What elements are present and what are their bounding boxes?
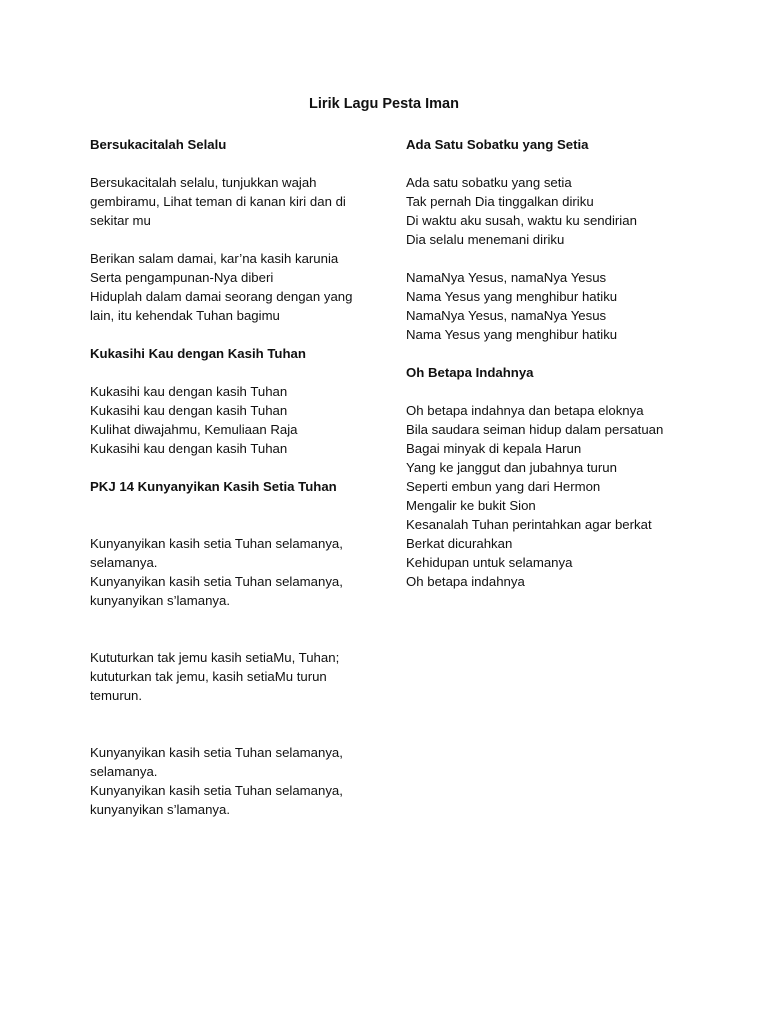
left-column — [90, 135, 380, 819]
lyric-line: Bila saudara seiman hidup dalam persatuan — [406, 422, 664, 437]
lyric-line: Mengalir ke bukit Sion — [406, 498, 536, 513]
lyric-line: temurun. — [90, 688, 143, 703]
song-heading-pkj14: PKJ 14 Kunyanyikan Kasih Setia Tuhan — [90, 479, 337, 494]
song-verse — [90, 173, 380, 230]
song-heading-kukasihi: Kukasihi Kau dengan Kasih Tuhan — [90, 346, 306, 361]
lyric-line: Serta pengampunan-Nya diberi — [90, 270, 274, 285]
lyric-line: kunyanyikan s’lamanya. — [90, 593, 231, 608]
song-verse — [90, 648, 380, 705]
lyric-line: Nama Yesus yang menghibur hatiku — [406, 327, 618, 342]
lyric-line: Kunyanyikan kasih setia Tuhan selamanya, — [90, 745, 343, 760]
lyric-line: Kunyanyikan kasih setia Tuhan selamanya, — [90, 783, 343, 798]
lyric-line: Kukasihi kau dengan kasih Tuhan — [90, 403, 288, 418]
song-verse — [90, 249, 380, 325]
lyric-line: Kunyanyikan kasih setia Tuhan selamanya, — [90, 536, 343, 551]
lyric-line: Dia selalu menemani diriku — [406, 232, 565, 247]
song-heading-bersukacitalah: Bersukacitalah Selalu — [90, 137, 227, 152]
lyric-line: Berkat dicurahkan — [406, 536, 513, 551]
lyric-line: Kesanalah Tuhan perintahkan agar berkat — [406, 517, 652, 532]
lyric-line: NamaNya Yesus, namaNya Yesus — [406, 270, 607, 285]
song-verse — [406, 173, 706, 249]
lyric-line: Oh betapa indahnya — [406, 574, 525, 589]
lyric-line: Yang ke janggut dan jubahnya turun — [406, 460, 617, 475]
lyric-line: Bagai minyak di kepala Harun — [406, 441, 582, 456]
lyric-line: sekitar mu — [90, 213, 151, 228]
lyric-line: Nama Yesus yang menghibur hatiku — [406, 289, 618, 304]
lyric-line: Kulihat diwajahmu, Kemuliaan Raja — [90, 422, 298, 437]
lyric-line: Hiduplah dalam damai seorang dengan yang — [90, 289, 353, 304]
lyric-line: Oh betapa indahnya dan betapa eloknya — [406, 403, 644, 418]
song-verse — [90, 382, 380, 458]
song-heading-oh-betapa-indahnya: Oh Betapa Indahnya — [406, 365, 534, 380]
lyric-line: Kukasihi kau dengan kasih Tuhan — [90, 384, 288, 399]
song-verse — [90, 534, 380, 610]
lyric-line: kunyanyikan s’lamanya. — [90, 802, 231, 817]
lyric-line: Kututurkan tak jemu kasih setiaMu, Tuhan; — [90, 650, 340, 665]
lyric-line: selamanya. — [90, 764, 158, 779]
right-column — [406, 135, 706, 591]
lyric-line: gembiramu, Lihat teman di kanan kiri dan di — [90, 194, 346, 209]
lyric-line: Tak pernah Dia tinggalkan diriku — [406, 194, 594, 209]
song-heading-ada-satu-sobatku: Ada Satu Sobatku yang Setia — [406, 137, 589, 152]
lyric-line: Di waktu aku susah, waktu ku sendirian — [406, 213, 637, 228]
lyric-line: Kehidupan untuk selamanya — [406, 555, 573, 570]
song-verse — [406, 401, 706, 591]
lyric-line: Bersukacitalah selalu, tunjukkan wajah — [90, 175, 317, 190]
lyric-line: Berikan salam damai, kar’na kasih karunia — [90, 251, 339, 266]
song-verse — [90, 743, 380, 819]
lyric-line: kututurkan tak jemu, kasih setiaMu turun — [90, 669, 327, 684]
lyric-line: Ada satu sobatku yang setia — [406, 175, 572, 190]
lyric-line: lain, itu kehendak Tuhan bagimu — [90, 308, 280, 323]
lyric-line: NamaNya Yesus, namaNya Yesus — [406, 308, 607, 323]
song-verse — [406, 268, 706, 344]
page-title: Lirik Lagu Pesta Iman — [309, 96, 459, 112]
lyric-line: Kukasihi kau dengan kasih Tuhan — [90, 441, 288, 456]
lyric-line: Kunyanyikan kasih setia Tuhan selamanya, — [90, 574, 343, 589]
lyric-line: selamanya. — [90, 555, 158, 570]
lyric-line: Seperti embun yang dari Hermon — [406, 479, 601, 494]
